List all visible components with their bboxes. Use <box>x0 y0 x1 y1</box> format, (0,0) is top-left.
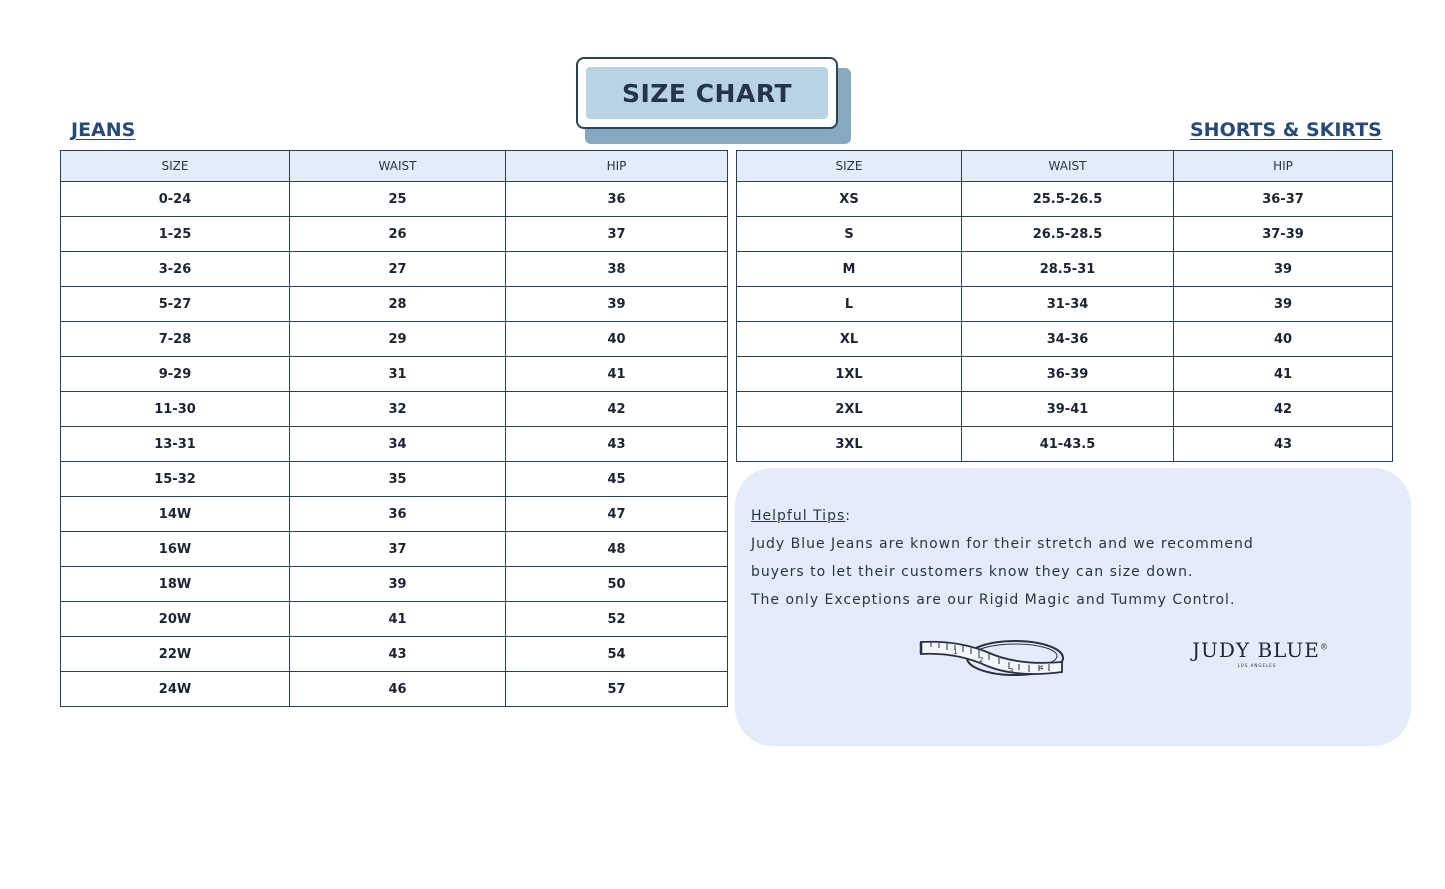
svg-text:2: 2 <box>979 656 984 664</box>
waist-cell: 34 <box>290 427 506 462</box>
hip-cell: 45 <box>506 462 728 497</box>
hip-cell: 37-39 <box>1174 217 1393 252</box>
table-row <box>61 392 728 427</box>
column-header-hip: HIP <box>506 151 728 182</box>
shorts-section-label: SHORTS & SKIRTS <box>1190 119 1382 141</box>
size-cell: M <box>737 252 962 287</box>
waist-cell: 31-34 <box>962 287 1174 322</box>
table-row <box>61 602 728 637</box>
size-cell: 24W <box>61 672 290 707</box>
tips-line: Judy Blue Jeans are known for their stretch and we recommend <box>751 536 1254 552</box>
size-cell: 0-24 <box>61 182 290 217</box>
waist-cell: 28 <box>290 287 506 322</box>
hip-cell: 39 <box>1174 287 1393 322</box>
hip-cell: 38 <box>506 252 728 287</box>
size-cell: 16W <box>61 532 290 567</box>
hip-cell: 50 <box>506 567 728 602</box>
hip-cell: 52 <box>506 602 728 637</box>
shorts-table-body <box>737 182 1393 462</box>
page-title: SIZE CHART <box>586 67 828 119</box>
column-header-size: SIZE <box>61 151 290 182</box>
table-header-row <box>61 151 728 182</box>
hip-cell: 42 <box>506 392 728 427</box>
table-row <box>737 252 1393 287</box>
tips-title <box>751 508 851 524</box>
size-cell: 14W <box>61 497 290 532</box>
hip-cell: 41 <box>1174 357 1393 392</box>
table-row <box>61 287 728 322</box>
jeans-table-body <box>61 182 728 707</box>
table-row <box>61 567 728 602</box>
column-header-waist: WAIST <box>962 151 1174 182</box>
waist-cell: 46 <box>290 672 506 707</box>
waist-cell: 25.5-26.5 <box>962 182 1174 217</box>
waist-cell: 25 <box>290 182 506 217</box>
waist-cell: 41 <box>290 602 506 637</box>
hip-cell: 40 <box>1174 322 1393 357</box>
hip-cell: 43 <box>506 427 728 462</box>
column-header-hip: HIP <box>1174 151 1393 182</box>
waist-cell: 41-43.5 <box>962 427 1174 462</box>
size-cell: 13-31 <box>61 427 290 462</box>
table-row <box>737 392 1393 427</box>
hip-cell: 57 <box>506 672 728 707</box>
waist-cell: 26.5-28.5 <box>962 217 1174 252</box>
jeans-size-table <box>60 150 728 707</box>
table-row <box>61 217 728 252</box>
table-row <box>61 497 728 532</box>
svg-text:3: 3 <box>1009 667 1014 675</box>
table-row <box>61 462 728 497</box>
tips-title-colon: : <box>845 508 851 524</box>
svg-text:1: 1 <box>953 648 958 656</box>
waist-cell: 27 <box>290 252 506 287</box>
hip-cell: 40 <box>506 322 728 357</box>
waist-cell: 32 <box>290 392 506 427</box>
size-cell: 20W <box>61 602 290 637</box>
hip-cell: 39 <box>506 287 728 322</box>
svg-text:4: 4 <box>1039 664 1044 672</box>
size-cell: 2XL <box>737 392 962 427</box>
logo-subtitle: LOS ANGELES <box>1237 663 1277 668</box>
waist-cell: 37 <box>290 532 506 567</box>
shorts-size-table <box>736 150 1393 462</box>
logo-registered-mark: ® <box>1319 642 1329 652</box>
jeans-section-label: JEANS <box>71 119 136 141</box>
waist-cell: 36 <box>290 497 506 532</box>
hip-cell: 41 <box>506 357 728 392</box>
size-cell: 7-28 <box>61 322 290 357</box>
waist-cell: 34-36 <box>962 322 1174 357</box>
size-cell: 1XL <box>737 357 962 392</box>
waist-cell: 36-39 <box>962 357 1174 392</box>
hip-cell: 37 <box>506 217 728 252</box>
table-row <box>61 182 728 217</box>
waist-cell: 39 <box>290 567 506 602</box>
hip-cell: 42 <box>1174 392 1393 427</box>
waist-cell: 31 <box>290 357 506 392</box>
waist-cell: 26 <box>290 217 506 252</box>
table-row <box>737 357 1393 392</box>
table-row <box>61 672 728 707</box>
size-cell: 11-30 <box>61 392 290 427</box>
table-header-row <box>737 151 1393 182</box>
tips-line: buyers to let their customers know they can size down. <box>751 564 1194 580</box>
size-cell: 18W <box>61 567 290 602</box>
size-cell: 15-32 <box>61 462 290 497</box>
table-row <box>737 427 1393 462</box>
logo-brand-text: JUDY BLUE <box>1192 638 1320 662</box>
helpful-tips-panel <box>735 468 1411 746</box>
size-cell: 3-26 <box>61 252 290 287</box>
waist-cell: 43 <box>290 637 506 672</box>
size-cell: 22W <box>61 637 290 672</box>
waist-cell: 39-41 <box>962 392 1174 427</box>
title-badge <box>576 57 838 129</box>
column-header-waist: WAIST <box>290 151 506 182</box>
table-row <box>61 532 728 567</box>
size-cell: XL <box>737 322 962 357</box>
table-row <box>61 637 728 672</box>
waist-cell: 35 <box>290 462 506 497</box>
waist-cell: 29 <box>290 322 506 357</box>
size-cell: 9-29 <box>61 357 290 392</box>
size-cell: 5-27 <box>61 287 290 322</box>
table-row <box>737 217 1393 252</box>
table-row <box>737 182 1393 217</box>
table-row <box>737 322 1393 357</box>
waist-cell: 28.5-31 <box>962 252 1174 287</box>
hip-cell: 47 <box>506 497 728 532</box>
hip-cell: 36 <box>506 182 728 217</box>
measuring-tape-icon <box>917 632 1067 686</box>
size-cell: 3XL <box>737 427 962 462</box>
tips-title-text: Helpful Tips <box>751 508 846 524</box>
hip-cell: 39 <box>1174 252 1393 287</box>
size-cell: L <box>737 287 962 322</box>
tips-line: The only Exceptions are our Rigid Magic and Tummy Control. <box>751 592 1236 608</box>
hip-cell: 54 <box>506 637 728 672</box>
table-row <box>61 252 728 287</box>
hip-cell: 43 <box>1174 427 1393 462</box>
judy-blue-logo <box>1192 638 1329 674</box>
logo-brand <box>1192 638 1329 662</box>
hip-cell: 36-37 <box>1174 182 1393 217</box>
table-row <box>61 427 728 462</box>
hip-cell: 48 <box>506 532 728 567</box>
column-header-size: SIZE <box>737 151 962 182</box>
size-cell: XS <box>737 182 962 217</box>
table-row <box>61 322 728 357</box>
table-row <box>61 357 728 392</box>
size-cell: S <box>737 217 962 252</box>
table-row <box>737 287 1393 322</box>
size-cell: 1-25 <box>61 217 290 252</box>
